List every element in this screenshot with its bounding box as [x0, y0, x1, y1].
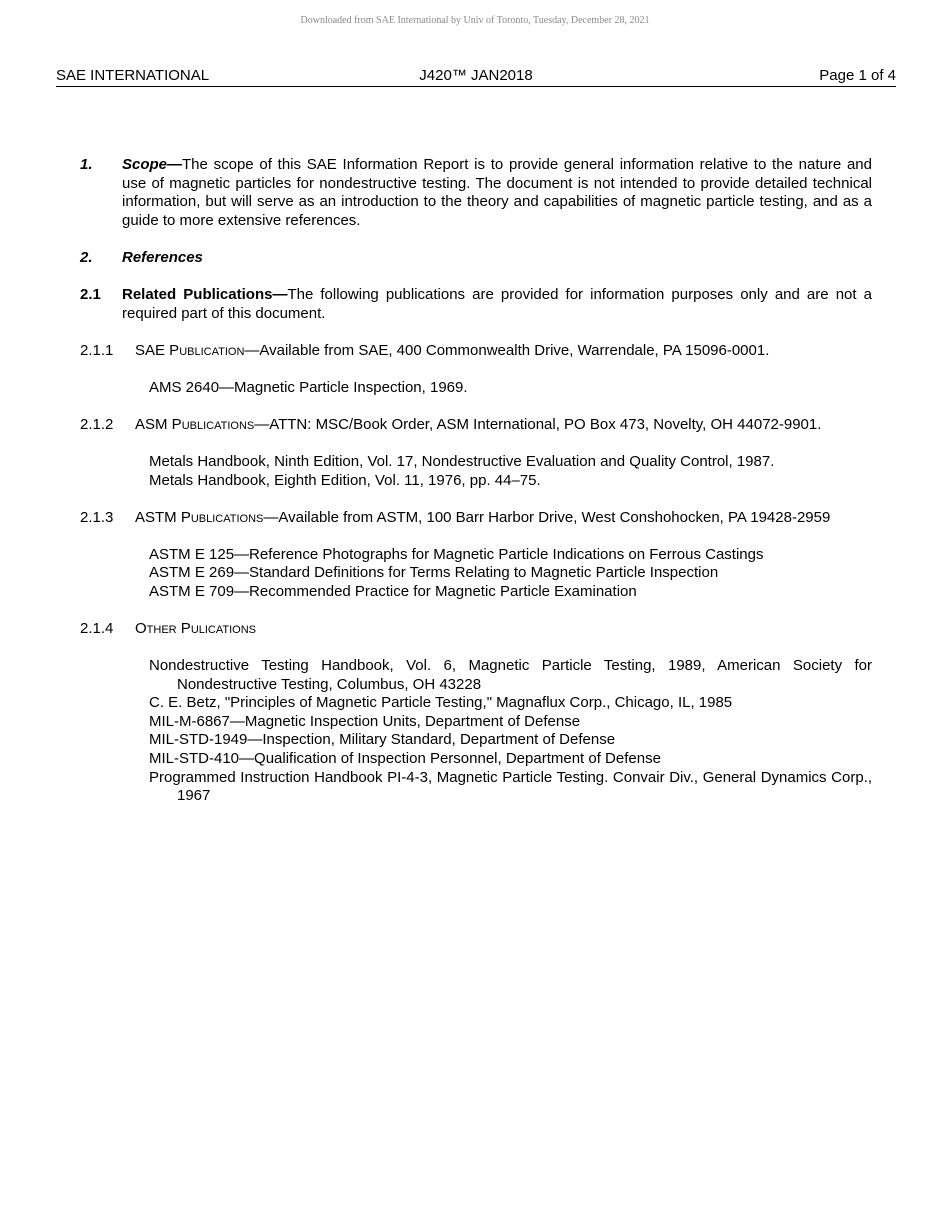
reference-item: C. E. Betz, "Principles of Magnetic Particle Testing," Magnaflux Corp., Chicago, IL, 1985	[149, 694, 733, 712]
section-heading-caps: P	[180, 620, 191, 637]
reference-item: MIL-M-6867—Magnetic Inspection Units, Department of Defense	[149, 712, 581, 730]
section-number: 2.1.4	[80, 620, 114, 637]
header-doc-id: J420™ JAN2018	[419, 67, 533, 84]
reference-item: Metals Handbook, Eighth Edition, Vol. 11, 1976, pp. 44–75.	[149, 471, 541, 489]
section-heading-smallcaps: ulications	[190, 620, 257, 637]
page-header	[56, 66, 896, 87]
header-page-number: Page 1 of 4	[819, 67, 896, 84]
astm-reference-list	[80, 546, 872, 602]
asm-reference-list	[80, 453, 872, 490]
section-heading-smallcaps: ublications	[181, 415, 255, 433]
section-text: The scope of this SAE Information Report is to provide general information relative to the nature and use of magnetic particles for nondestructive testing. The document is not intended to provide detailed technical information, but will serve as an introduction to the theory and capabilities of magnetic particle testing, and as a guide to more extensive references.	[122, 156, 872, 229]
section-sae-publication	[80, 342, 872, 361]
section-heading-smallcaps: ublication	[179, 341, 245, 359]
document-body	[80, 156, 872, 806]
reference-item: AMS 2640—Magnetic Particle Inspection, 1969.	[149, 378, 468, 396]
reference-item: Nondestructive Testing Handbook, Vol. 6, Magnetic Particle Testing, 1989, American Society for Nondestructive Testing, Columbus, OH 43228	[149, 657, 872, 693]
section-scope	[80, 156, 872, 230]
section-number: 2.1.1	[80, 341, 114, 359]
section-number: 2.1.2	[80, 415, 114, 433]
download-watermark: Downloaded from SAE International by Univ of Toronto, Tuesday, December 28, 2021	[300, 15, 650, 26]
section-title: References	[122, 248, 203, 266]
section-heading-smallcaps: ublications	[190, 508, 264, 526]
reference-item: Programmed Instruction Handbook PI-4-3, Magnetic Particle Testing. Convair Div., General Dynamics Corp., 1967	[149, 768, 872, 805]
section-related-publications	[80, 286, 872, 323]
reference-item: MIL-STD-410—Qualification of Inspection Personnel, Department of Defense	[149, 750, 661, 768]
section-heading-caps: ASM P	[135, 415, 182, 433]
section-asm-publications	[80, 416, 872, 435]
section-text: The following publications are provided for information purposes only and are not a required part of this document.	[122, 285, 872, 322]
reference-item: ASTM E 125—Reference Photographs for Magnetic Particle Indications on Ferrous Castings	[149, 545, 764, 563]
reference-item: ASTM E 709—Recommended Practice for Magnetic Particle Examination	[149, 582, 637, 600]
section-number: 2.	[80, 248, 93, 266]
section-heading-caps: SAE P	[135, 341, 180, 359]
section-title: Related Publications—	[122, 285, 288, 303]
section-text: —Available from SAE, 400 Commonwealth Drive, Warrendale, PA 15096-0001.	[244, 341, 770, 359]
section-number: 2.1.3	[80, 508, 114, 526]
section-heading-caps: ASTM P	[135, 508, 191, 526]
section-text: —ATTN: MSC/Book Order, ASM International, PO Box 473, Novelty, OH 44072-9901.	[254, 415, 822, 433]
section-other-publications	[80, 620, 872, 639]
reference-item: Metals Handbook, Ninth Edition, Vol. 17, Nondestructive Evaluation and Quality Control, 1987.	[149, 452, 775, 470]
section-heading-smallcaps: ther	[146, 620, 181, 637]
reference-item: ASTM E 269—Standard Definitions for Terms Relating to Magnetic Particle Inspection	[149, 564, 719, 582]
section-number: 2.1	[80, 285, 101, 303]
sae-reference-list	[80, 379, 872, 398]
section-number: 1.	[80, 156, 93, 173]
header-org: SAE INTERNATIONAL	[56, 67, 210, 84]
section-title: Scope—	[122, 156, 183, 173]
section-heading-caps: O	[135, 620, 147, 637]
section-references	[80, 249, 872, 268]
section-astm-publications	[80, 509, 872, 528]
section-text: —Available from ASTM, 100 Barr Harbor Drive, West Conshohocken, PA 19428-2959	[263, 508, 831, 526]
reference-item: MIL-STD-1949—Inspection, Military Standard, Department of Defense	[149, 731, 616, 749]
other-reference-list	[80, 657, 872, 806]
